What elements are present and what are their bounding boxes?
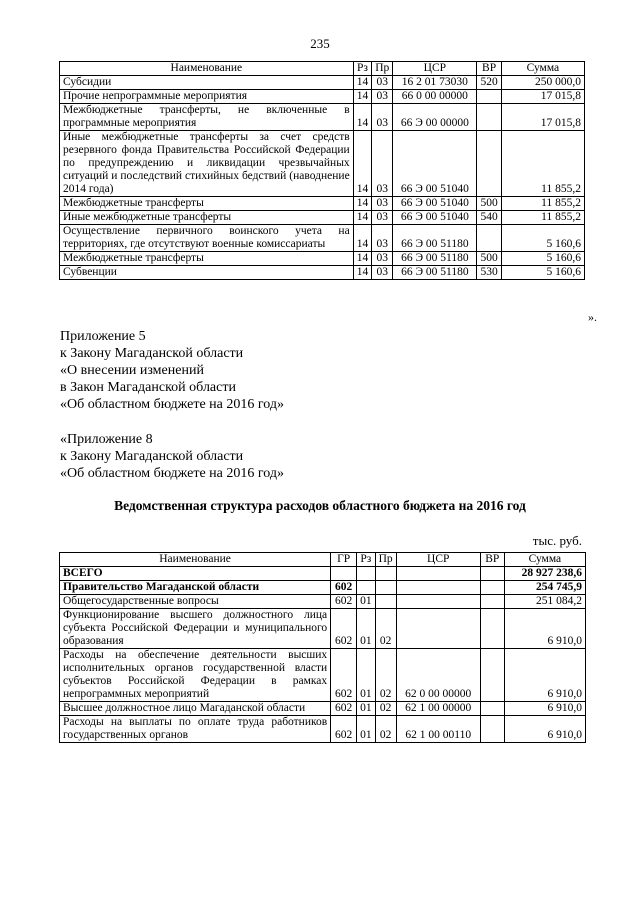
col-header-name: Наименование [60,553,331,567]
col-header-pr: Пр [375,553,396,567]
table-cell: 602 [331,716,357,743]
table-cell: 251 084,2 [504,595,585,609]
table-cell: 02 [375,649,396,702]
table-cell: 11 855,2 [501,197,584,211]
table-row [60,595,586,609]
table-cell [480,716,504,743]
table-cell: 14 [353,225,372,252]
col-header-name: Наименование [60,62,354,76]
table-cell: 66 Э 00 00000 [393,104,477,131]
table-cell: 03 [372,90,393,104]
table-cell: Расходы на выплаты по оплате труда работников государственных органов [60,716,331,743]
table-cell: 530 [477,266,501,280]
table-cell [357,581,376,595]
table-cell: 62 1 00 00000 [396,702,480,716]
appendix-line: в Закон Магаданской области [60,380,236,395]
table-cell: 6 910,0 [504,609,585,649]
table-cell: 03 [372,104,393,131]
table-cell: 6 910,0 [504,716,585,743]
table-cell: 62 1 00 00110 [396,716,480,743]
table-row [60,131,585,197]
table-row [60,197,585,211]
table-cell: Межбюджетные трансферты [60,252,354,266]
table-cell: 254 745,9 [504,581,585,595]
table-row [60,252,585,266]
table-cell: 17 015,8 [501,104,584,131]
table-cell: Правительство Магаданской области [60,581,331,595]
table-cell: 01 [357,702,376,716]
page-number: 235 [310,36,330,51]
table-header-row [60,62,585,76]
table-cell: 14 [353,90,372,104]
budget-table-section-14 [59,61,585,280]
appendix-line: «О внесении изменений [60,363,204,378]
table-cell: 01 [357,716,376,743]
table-cell: 66 Э 00 51040 [393,131,477,197]
table-cell: Высшее должностное лицо Магаданской области [60,702,331,716]
table-row [60,266,585,280]
table-cell [396,581,480,595]
table-cell: 01 [357,609,376,649]
table-cell [396,609,480,649]
table-cell: 14 [353,76,372,90]
table-cell: 01 [357,595,376,609]
table-cell: 500 [477,197,501,211]
table-row [60,581,586,595]
table-cell: Функционирование высшего должностного лица субъекта Российской Федерации и муниципального образования [60,609,331,649]
table-cell: 602 [331,581,357,595]
table-cell: 03 [372,211,393,225]
table-cell: 14 [353,266,372,280]
closing-quote-mark: ». [588,310,597,324]
table-cell: 602 [331,595,357,609]
table-cell: Субсидии [60,76,354,90]
appendix-line: к Закону Магаданской области [60,346,244,361]
table-row [60,225,585,252]
col-header-rz: Рз [353,62,372,76]
table-row [60,76,585,90]
table-cell: Расходы на обеспечение деятельности высших исполнительных органов государственной власти субъектов Российской Федерации в рамках непрограммных мероприятий [60,649,331,702]
table-cell: 14 [353,197,372,211]
col-header-vr: ВР [477,62,501,76]
table-cell [375,581,396,595]
table-cell: 03 [372,252,393,266]
table-cell: 66 Э 00 51040 [393,211,477,225]
departmental-structure-table [59,552,586,743]
table-cell: 16 2 01 73030 [393,76,477,90]
appendix-line: «Об областном бюджете на 2016 год» [60,466,284,481]
table-cell: 66 Э 00 51040 [393,197,477,211]
table-row [60,702,586,716]
table-cell: 03 [372,225,393,252]
table-cell [477,90,501,104]
table-cell: Общегосударственные вопросы [60,595,331,609]
appendix-line: «Об областном бюджете на 2016 год» [60,397,284,412]
table-cell: 14 [353,252,372,266]
table-cell: 602 [331,649,357,702]
table-cell: 62 0 00 00000 [396,649,480,702]
table-cell: 5 160,6 [501,225,584,252]
table-row [60,90,585,104]
table-cell: 01 [357,649,376,702]
table-cell: 6 910,0 [504,649,585,702]
table-cell: 66 Э 00 51180 [393,225,477,252]
table-cell [375,567,396,581]
table-cell [480,609,504,649]
table-row [60,211,585,225]
table-cell: 02 [375,702,396,716]
table-cell [480,567,504,581]
table-cell [477,131,501,197]
table-cell [480,649,504,702]
appendix-line: Приложение 5 [60,329,146,344]
table-row [60,567,586,581]
document-title: Ведомственная структура расходов областного бюджета на 2016 год [114,498,526,513]
table-cell: Осуществление первичного воинского учета на территориях, где отсутствуют военные комиссариаты [60,225,354,252]
table-cell: 520 [477,76,501,90]
table-cell: Субвенции [60,266,354,280]
table-cell: 602 [331,702,357,716]
table-cell [480,581,504,595]
table-cell: 11 855,2 [501,131,584,197]
table-cell: 5 160,6 [501,266,584,280]
table-cell: 500 [477,252,501,266]
table-cell: 540 [477,211,501,225]
table-cell: 602 [331,609,357,649]
appendix-line: «Приложение 8 [60,432,153,447]
col-header-sum: Сумма [501,62,584,76]
table-cell: 03 [372,266,393,280]
table-cell: 02 [375,716,396,743]
col-header-vr: ВР [480,553,504,567]
table-cell: Межбюджетные трансферты, не включенные в программные мероприятия [60,104,354,131]
table-cell: 11 855,2 [501,211,584,225]
table-cell: 66 0 00 00000 [393,90,477,104]
table-cell: Прочие непрограммные мероприятия [60,90,354,104]
table-row [60,104,585,131]
table-cell: 5 160,6 [501,252,584,266]
table-row [60,649,586,702]
col-header-pr: Пр [372,62,393,76]
table-cell: 14 [353,131,372,197]
table-cell: 6 910,0 [504,702,585,716]
table-cell [480,595,504,609]
table-cell: 14 [353,211,372,225]
table-cell: 250 000,0 [501,76,584,90]
table-cell [357,567,376,581]
table-cell: 02 [375,609,396,649]
table-header-row [60,553,586,567]
table-cell: 17 015,8 [501,90,584,104]
table-cell [396,595,480,609]
table-cell: 28 927 238,6 [504,567,585,581]
table-cell: 03 [372,197,393,211]
col-header-sum: Сумма [504,553,585,567]
table-cell: 66 Э 00 51180 [393,252,477,266]
col-header-rz: Рз [357,553,376,567]
appendix-line: к Закону Магаданской области [60,449,244,464]
table-cell [375,595,396,609]
col-header-csr: ЦСР [396,553,480,567]
appendix-8-block [60,431,284,482]
table-cell: Иные межбюджетные трансферты за счет средств резервного фонда Правительства Российской Федерации по предупреждению и ликвидации чрезвычайных ситуаций и последствий стихийных бедствий (наводнение 2014 года) [60,131,354,197]
table-cell [396,567,480,581]
table-cell: 03 [372,76,393,90]
table-cell: 66 Э 00 51180 [393,266,477,280]
col-header-gr: ГР [331,553,357,567]
table-cell [477,225,501,252]
table-row [60,609,586,649]
table-cell [331,567,357,581]
table-cell: 14 [353,104,372,131]
table-cell: Межбюджетные трансферты [60,197,354,211]
table-cell: ВСЕГО [60,567,331,581]
appendix-5-block [60,328,284,413]
table-cell [477,104,501,131]
table-row [60,716,586,743]
table-cell: Иные межбюджетные трансферты [60,211,354,225]
units-label: тыс. руб. [532,533,582,548]
table-cell: 03 [372,131,393,197]
col-header-csr: ЦСР [393,62,477,76]
table-cell [480,702,504,716]
